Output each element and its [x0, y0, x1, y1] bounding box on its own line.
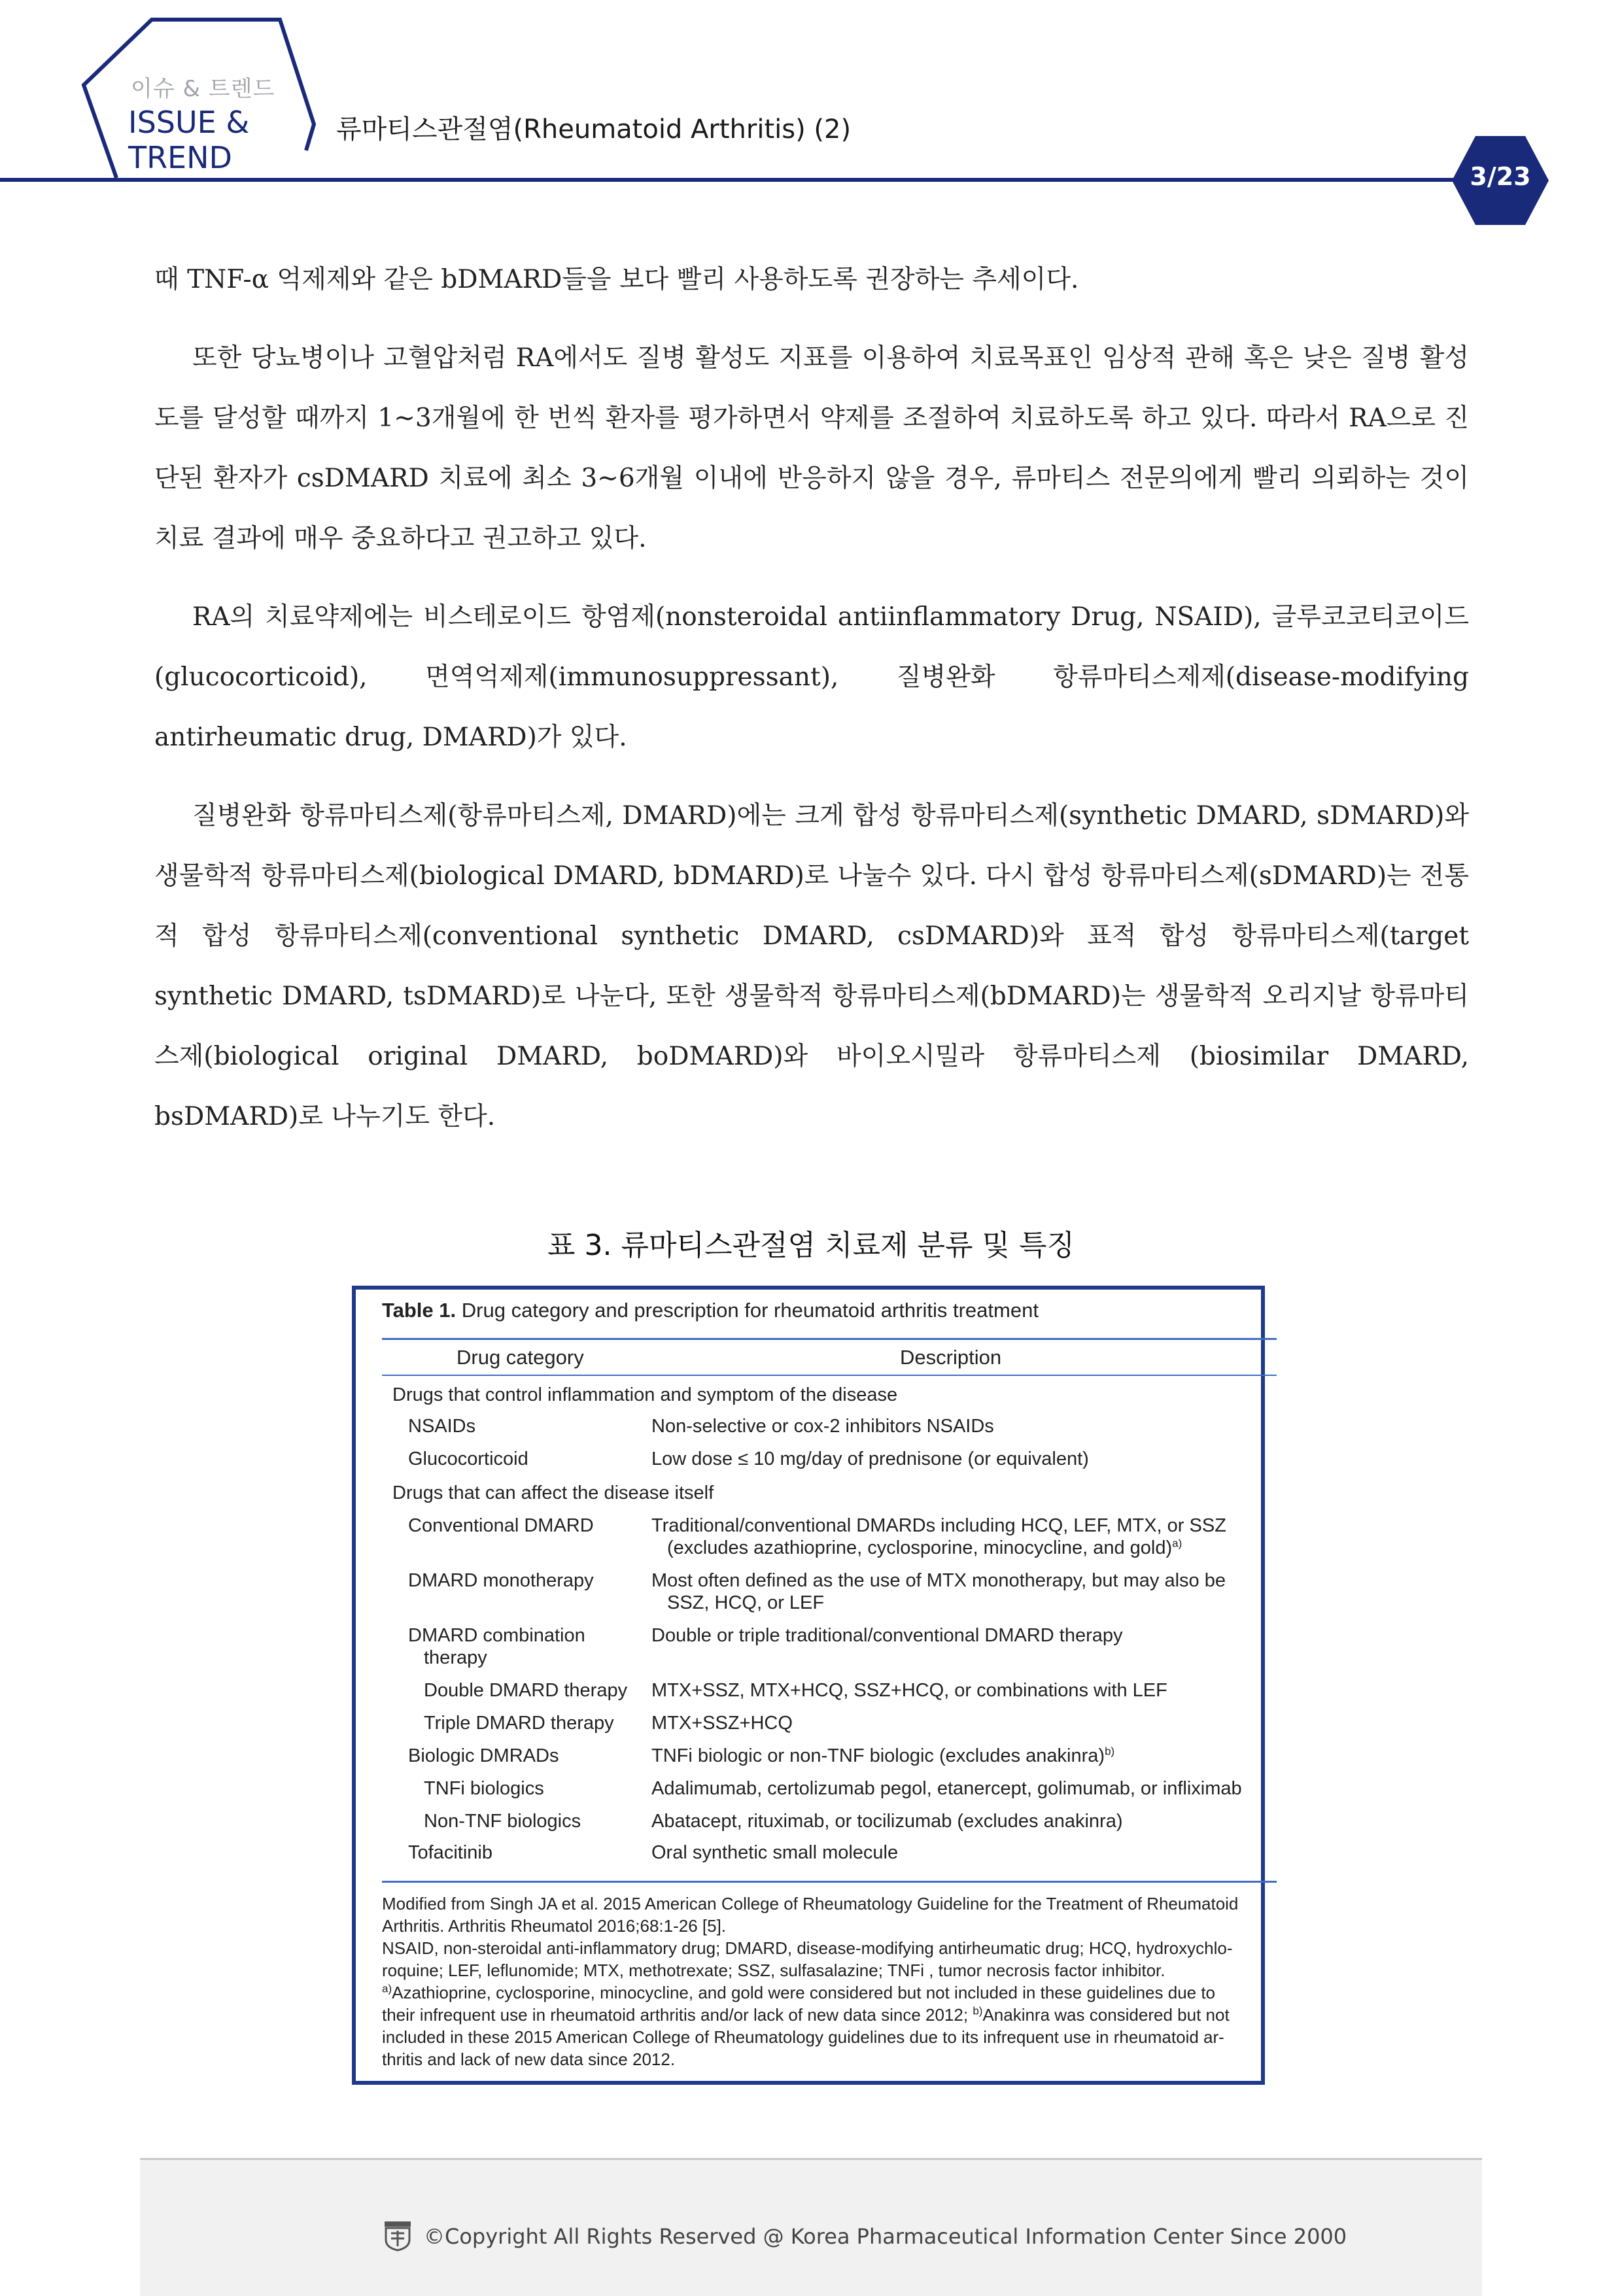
paragraph-3: RA의 치료약제에는 비스테로이드 항염제(nonsteroidal antiinflammatory Drug, NSAID), 글루코코티코이드 (glucocorticoid), 면역억제제(immunosuppressant), 질병완화 항류마티스제제(disease-modifying antirheumatic drug, DMARD)가 있다. [154, 602, 1469, 752]
article-body [154, 250, 1469, 1165]
figure-caption: 표 3. 류마티스관절염 치료제 분류 및 특징 [547, 1229, 1075, 1262]
table-cell-category: Non-TNF biologics [424, 1811, 581, 1832]
badge-line-2: TREND [128, 140, 232, 175]
table-cell-description: Adalimumab, certolizumab pegol, etanercept, golimumab, or infliximab [651, 1778, 1242, 1799]
footnote-line: roquine; LEF, leflunomide; MTX, methotrexate; SSZ, sulfasalazine; TNFi , tumor necrosis factor inhibitor. [382, 1961, 1165, 1980]
paragraph-1: 때 TNF-α 억제제와 같은 bDMARD들을 보다 빨리 사용하도록 권장하는 추세이다. [154, 265, 1079, 294]
table-cell-description-with-note [651, 1745, 1114, 1767]
table-cell-description: Oral synthetic small molecule [651, 1842, 899, 1863]
table-figure [352, 1286, 1265, 2085]
table-title-text: Drug category and prescription for rheumatoid arthritis treatment [461, 1299, 1039, 1322]
table-cell-category: TNFi biologics [424, 1778, 544, 1799]
table-cell-description-cont: SSZ, HCQ, or LEF [667, 1592, 825, 1613]
badge-line-1: ISSUE & [128, 105, 250, 140]
paragraph-4: 질병완화 항류마티스제(항류마티스제, DMARD)에는 크게 합성 항류마티스제(synthetic DMARD, sDMARD)와 생물학적 항류마티스제(biological DMARD, bDMARD)로 나눌수 있다. 다시 합성 항류마티스제(sDMARD)는 전통적 합성 항류마티스제(conventional synthetic DMARD, csDMARD)와 표적 합성 항류마티스제(target synthetic DMARD, tsDMARD)로 나눈다, 또한 생물학적 항류마티스제(bDMARD)는 생물학적 오리지날 항류마티스제(biological original DMARD, boDMARD)와 바이오시밀라 항류마티스제 (biosimilar DMARD, bsDMARD)로 나누기도 한다. [154, 801, 1469, 1131]
table-row-group-disease: Drugs that can affect the disease itself [392, 1482, 714, 1503]
table-cell-description: MTX+SSZ, MTX+HCQ, SSZ+HCQ, or combinations with LEF [651, 1680, 1167, 1701]
header-rule [0, 178, 1503, 182]
table-bottom-rule [382, 1881, 1277, 1883]
table-cell-category: NSAIDs [408, 1416, 476, 1437]
table-cell-category: Biologic DMRADs [408, 1745, 559, 1766]
footnote-marker-a: a) [382, 1982, 392, 1995]
footnote-text: their infrequent use in rheumatoid arthritis and/or lack of new data since 2012; [382, 2005, 969, 2025]
table-row-group-inflammation: Drugs that control inflammation and symptom of the disease [392, 1384, 898, 1405]
footnote-marker-b: b) [1105, 1745, 1115, 1758]
badge-subtitle: 이슈 & 트렌드 [131, 76, 275, 102]
table-top-rule [382, 1338, 1277, 1340]
table-cell-category: Conventional DMARD [408, 1515, 594, 1536]
footnote-marker-a: a) [1172, 1537, 1182, 1550]
table-cell-category: DMARD combination [408, 1625, 585, 1646]
copyright-text: ©Copyright All Rights Reserved @ Korea Pharmaceutical Information Center Since 2000 [424, 2224, 1347, 2249]
footnote-line: included in these 2015 American College of Rheumatology guidelines due to its infrequent use in rheumatoid ar- [382, 2027, 1224, 2047]
table-cell-category: DMARD monotherapy [408, 1570, 594, 1591]
table-cell-category: Double DMARD therapy [424, 1680, 628, 1701]
footnote-line: thritis and lack of new data since 2012. [382, 2049, 676, 2069]
table-header-rule [382, 1375, 1277, 1376]
table-cell-category: Glucocorticoid [408, 1448, 528, 1469]
footnote-line-a [382, 1981, 1278, 2004]
description-text: TNFi biologic or non-TNF biologic (excludes anakinra) [651, 1745, 1105, 1766]
table-cell-description: Non-selective or cox-2 inhibitors NSAIDs [651, 1416, 994, 1437]
table-cell-description: Most often defined as the use of MTX monotherapy, but may also be [651, 1570, 1226, 1591]
paragraph-2: 또한 당뇨병이나 고혈압처럼 RA에서도 질병 활성도 지표를 이용하여 치료목표인 임상적 관해 혹은 낮은 질병 활성도를 달성할 때까지 1~3개월에 한 번씩 환자를 평가하면서 약제를 조절하여 치료하도록 하고 있다. 따라서 RA으로 진단된 환자가 csDMARD 치료에 최소 3~6개월 이내에 반응하지 않을 경우, 류마티스 전문의에게 빨리 의뢰하는 것이 치료 결과에 매우 중요하다고 권고하고 있다. [154, 343, 1469, 553]
column-header-category: Drug category [457, 1346, 584, 1369]
table-cell-category: Tofacitinib [408, 1842, 492, 1863]
table-title [382, 1299, 1039, 1322]
footnote-marker-b: b) [973, 2004, 983, 2017]
table-cell-description: Traditional/conventional DMARDs including HCQ, LEF, MTX, or SSZ [651, 1515, 1226, 1536]
page-footer [140, 2158, 1482, 2296]
footnote-line: Arthritis. Arthritis Rheumatol 2016;68:1-26 [5]. [382, 1916, 727, 1936]
table-cell-description: MTX+SSZ+HCQ [651, 1713, 793, 1734]
table-cell-category: Triple DMARD therapy [424, 1713, 614, 1734]
kpic-shield-logo-icon [383, 2220, 412, 2252]
footnote-line: NSAID, non-steroidal anti-inflammatory drug; DMARD, disease-modifying antirheumatic drug; HCQ, hydroxychlo- [382, 1938, 1233, 1958]
page-number: 3/23 [1470, 162, 1531, 191]
footnote-line: Modified from Singh JA et al. 2015 American College of Rheumatology Guideline for the Treatment of Rheumatoid [382, 1894, 1239, 1913]
footnote-text: Azathioprine, cyclosporine, minocycline, and gold were considered but not included in these guidelines due to [392, 1983, 1216, 2002]
table-cell-description: Double or triple traditional/conventional DMARD therapy [651, 1625, 1123, 1646]
table-cell-category-cont: therapy [424, 1647, 487, 1668]
footnote-text: Anakinra was considered but not [982, 2005, 1230, 2025]
table-cell-description-cont [667, 1537, 1182, 1559]
badge-brand [128, 105, 249, 175]
table-cell-description: Abatacept, rituximab, or tocilizumab (excludes anakinra) [651, 1811, 1123, 1832]
column-header-description: Description [900, 1346, 1002, 1369]
table-cell-description: Low dose ≤ 10 mg/day of prednisone (or equivalent) [651, 1448, 1089, 1469]
table-footnotes [382, 1893, 1278, 2070]
description-continuation: (excludes azathioprine, cyclosporine, minocycline, and gold) [667, 1537, 1173, 1558]
footnote-line [382, 2004, 1278, 2026]
table-label: Table 1. [382, 1299, 457, 1322]
page-title: 류마티스관절염(Rheumatoid Arthritis) (2) [336, 114, 852, 145]
